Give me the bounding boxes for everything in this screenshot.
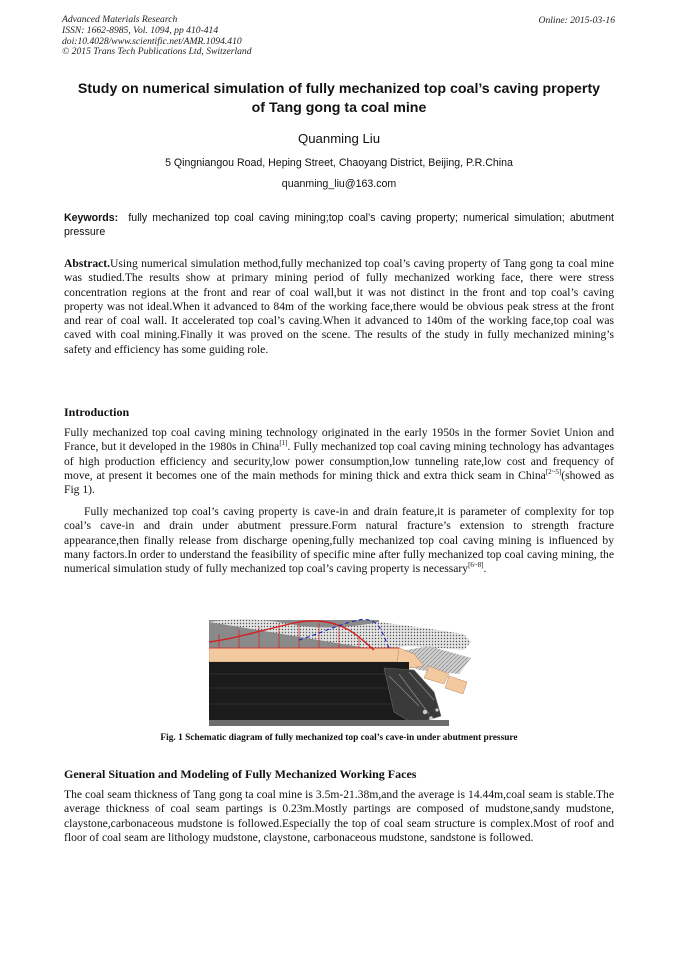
introduction-heading: Introduction	[64, 405, 130, 419]
loose-coal	[429, 716, 433, 720]
citation-ref: [6~8]	[468, 561, 484, 570]
journal-copyright: © 2015 Trans Tech Publications Ltd, Switzerland	[62, 46, 252, 58]
intro-p2-text-a: Fully mechanized top coal’s caving property is cave-in and drain feature,it is parameter of complexity for top coal’s cave-in and drain under abutment pressure.Form natural fracture’s extension to strength fracture appearance,then finally release from discharge opening,fully mechanized top coal caving mining is influenced by many factors.In order to understand the feasibility of specific mine after fully mechanized top coal caving mining, the numerical simulation study of fully mechanized top coal’s caving property is necessary	[64, 505, 614, 576]
loose-coal	[423, 710, 427, 714]
top-coal-band	[209, 648, 399, 662]
coal-seam	[209, 662, 409, 724]
introduction-paragraph-2	[64, 505, 614, 576]
citation-ref: [2~5]	[545, 468, 562, 477]
loose-coal	[435, 708, 438, 711]
figure-1-schematic	[209, 616, 471, 726]
citation-ref: [1]	[279, 439, 288, 448]
introduction-paragraph-1	[64, 426, 614, 497]
author-email: quanming_liu@163.com	[281, 178, 397, 190]
intro-p1-text-c: (showed as Fig 1).	[64, 468, 614, 497]
journal-metadata	[62, 15, 252, 58]
figure-1-caption: Fig. 1 Schematic diagram of fully mechanized top coal’s cave-in under abutment pressure	[160, 733, 518, 743]
journal-doi: doi:10.4028/www.scientific.net/AMR.1094.410	[62, 35, 242, 47]
caved-coal-block	[445, 676, 467, 694]
abstract-label: Abstract.	[64, 257, 111, 270]
author-name: Quanming Liu	[297, 131, 381, 146]
keywords-label: Keywords:	[64, 212, 119, 224]
section-2-heading: General Situation and Modeling of Fully Mechanized Working Faces	[64, 767, 417, 781]
section-2-paragraph: The coal seam thickness of Tang gong ta coal mine is 3.5m-21.38m,and the average is 14.44m,coal seam is stable.The average thickness of coal seam partings is 0.23m.Mostly partings are composed of mudstone,sandy mudstone, claystone,carbonaceous mudstone is followed.Especially the top of coal seam structure is complex.Most of roof and floor of coal seam are lithology mudstone, claystone, carbonaceous mudstone, sandstone is followed.	[64, 788, 614, 844]
journal-name: Advanced Materials Research	[62, 14, 178, 25]
abstract	[64, 257, 614, 357]
online-date: Online: 2015-03-16	[538, 15, 615, 26]
author-affiliation: 5 Qingniangou Road, Heping Street, Chaoyang District, Beijing, P.R.China	[165, 157, 513, 169]
intro-p1-text-b: . Fully mechanized top coal caving mining technology has advantages of high production efficiency and security,low power consumption,low tunneling rate,low cost and frequency of move, at present it becomes one of the main methods for mining thick and extra thick seam in China	[64, 440, 614, 482]
floor-stratum	[209, 720, 449, 726]
intro-p1-text-a: Fully mechanized top coal caving mining technology originated in the early 1950s in the former Soviet Union and France, but it developed in the 1980s in China	[64, 426, 614, 454]
journal-issn: ISSN: 1662-8985, Vol. 1094, pp 410-414	[62, 24, 219, 36]
keywords-text: fully mechanized top coal caving mining;top coal’s caving property; numerical simulation; abutment pressure	[64, 212, 614, 238]
abstract-text: Using numerical simulation method,fully mechanized top coal’s caving property of Tang gong ta coal mine was studied.The results show at primary mining period of fully mechanized working face, there were stress concentration regions at the front and rear of coal wall,but it was not distinct in the front and top coal’s caving property was not ideal.When it advanced to 84m of the working face,there would be obvious peak stress at the front and rear of coal wall. It accelerated top coal’s caving.When it advanced to 140m of the working face,top coal was caved with coal mining.Finally it was proved on the scene. The results of the study in fully mechanized mining’s safety and efficiency has some guiding role.	[64, 257, 614, 356]
paper-title: Study on numerical simulation of fully mechanized top coal’s caving property of Tang gong ta coal mine	[77, 81, 601, 116]
intro-p2-text-b: .	[483, 562, 487, 576]
keywords	[64, 211, 614, 239]
